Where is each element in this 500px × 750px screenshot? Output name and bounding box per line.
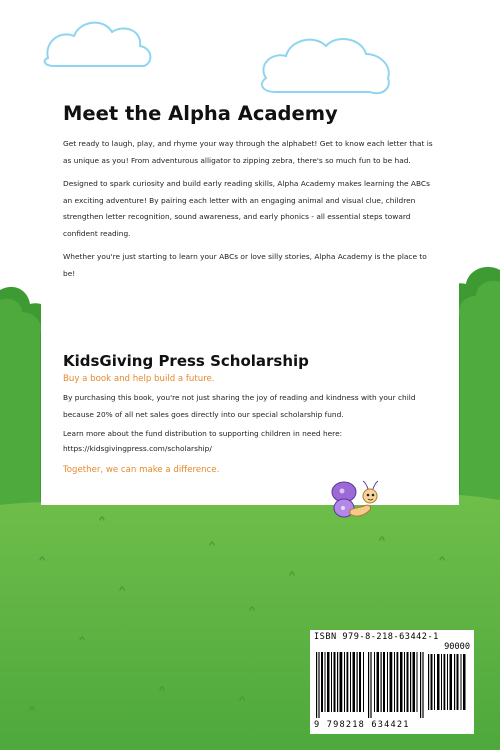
barcode-bars [316, 652, 424, 718]
intro-paragraph: Get ready to laugh, play, and rhyme your way through the alphabet! Get to know each letter that is as unique as you! From adventurous alligator to zipping zebra, there's so much fun to be had. [63, 139, 433, 165]
scholarship-title: KidsGiving Press Scholarship [63, 352, 309, 370]
price-code: 90000 [444, 642, 470, 652]
intro-paragraph: Designed to spark curiosity and build early reading skills, Alpha Academy makes learning the ABCs an exciting adventure! By pairing each letter with an engaging animal and visual clue, children strengthen letter recognition, sound awareness, and early phonics - all essential steps toward confident reading. [63, 179, 430, 238]
scholarship-closing: Together, we can make a difference. [63, 465, 220, 475]
scholarship-tagline: Buy a book and help build a future. [63, 374, 215, 384]
butterfly-icon [328, 478, 382, 524]
page-title: Meet the Alpha Academy [63, 102, 338, 125]
isbn-number: ISBN 979-8-218-63442-1 [314, 632, 439, 642]
intro-paragraph: Whether you're just starting to learn your ABCs or love silly stories, Alpha Academy is the place to be! [63, 252, 427, 278]
scholarship-link[interactable]: https://kidsgivingpress.com/scholarship/ [63, 444, 212, 453]
scholarship-paragraph: Learn more about the fund distribution to supporting children in need here: [63, 429, 343, 438]
intro-text [63, 136, 433, 289]
price-barcode-bars [428, 654, 468, 710]
scholarship-text [63, 390, 433, 446]
isbn-barcode [310, 630, 474, 734]
ean-digits: 9 798218 634421 [314, 720, 410, 730]
scholarship-paragraph: By purchasing this book, you're not just sharing the joy of reading and kindness with your child because 20% of all net sales goes directly into our special scholarship fund. [63, 393, 416, 419]
